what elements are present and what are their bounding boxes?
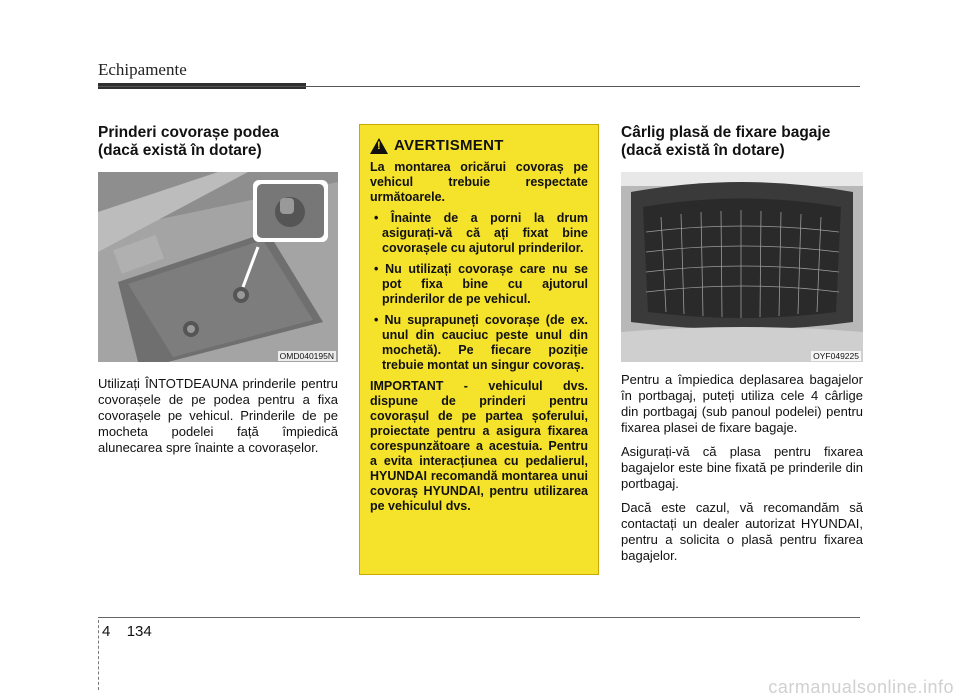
cargo-net-text xyxy=(621,372,863,564)
floor-mat-illustration xyxy=(98,172,338,362)
warning-box xyxy=(359,124,599,575)
page-number xyxy=(102,623,152,640)
cargo-net-title-line2: (dacă există în dotare) xyxy=(621,142,785,159)
cargo-net-paragraph: Dacă este cazul, vă recomandăm să contactați un dealer autorizat HYUNDAI, pentru a solicita o plasă pentru fixarea bagajelor. xyxy=(621,500,863,563)
floor-mat-paragraph: Utilizați ÎNTOTDEAUNA prinderile pentru covorașele de pe podea pentru a fixa covorașele pe vehicul. Prinderile de pe mocheta podelei față împiedică alunecarea spre înainte a covorașelor. xyxy=(98,376,338,455)
footer-divider xyxy=(98,620,99,690)
floor-mat-title-line2: (dacă există în dotare) xyxy=(98,142,262,159)
cargo-net-paragraph: Pentru a împiedica deplasarea bagajelor în portbagaj, puteți utiliza cele 4 cârlige din portbagaj (sub panoul podelei) pentru fixarea plasei de fixare bagaje. xyxy=(621,372,863,435)
floor-mat-title-line1: Prinderi covorașe podea xyxy=(98,124,279,141)
cargo-net-section-title xyxy=(621,124,863,160)
cargo-net-illustration xyxy=(621,172,863,362)
warning-header xyxy=(370,137,588,154)
warning-important: IMPORTANT - vehiculul dvs. dispune de prinderi pentru covorașul de pe partea șoferului, proiectate pentru a asigura fixarea corespunzătoare a acestuia. Pentru a evita interacțiunea cu pedalierul, HYUNDAI recomandă montarea unui covoraș HYUNDAI, pentru utilizarea pe vehiculul dvs. xyxy=(370,379,588,513)
cargo-net-figure-code: OYF049225 xyxy=(813,351,859,361)
cargo-net-photo xyxy=(621,172,863,362)
cargo-net-paragraph: Asigurați-vă că plasa pentru fixarea bagajelor este bine fixată pe prinderile din portbagaj. xyxy=(621,444,863,491)
header-rule xyxy=(98,86,860,87)
right-column xyxy=(621,124,863,572)
floor-mat-photo xyxy=(98,172,338,362)
warning-title: AVERTISMENT xyxy=(394,137,504,154)
warning-bullet-list xyxy=(370,211,588,373)
page-number-value: 134 xyxy=(126,623,152,640)
warning-triangle-icon xyxy=(370,138,388,154)
warning-intro: La montarea oricărui covoraș pe vehicul trebuie respectate următoarele. xyxy=(370,160,588,204)
floor-mat-section-title xyxy=(98,124,338,160)
warning-bullet: • Nu suprapuneți covorașe (de ex. unul din cauciuc peste unul din mochetă). Pe fiecare poziție trebuie montat un singur covoraș. xyxy=(370,313,588,373)
cargo-net-title-line1: Cârlig plasă de fixare bagaje xyxy=(621,124,831,141)
watermark: carmanualsonline.info xyxy=(768,677,954,697)
left-column xyxy=(98,124,338,464)
floor-mat-figure-code: OMD040195N xyxy=(279,351,334,361)
footer-rule xyxy=(98,617,860,618)
section-number: 4 xyxy=(102,623,111,640)
warning-bullet: • Nu utilizați covorașe care nu se pot fixa bine cu ajutorul prinderilor de pe vehicul. xyxy=(370,262,588,307)
page-header-title: Echipamente xyxy=(98,60,187,79)
warning-bullet: • Înainte de a porni la drum asigurați-vă că ați fixat bine covorașele cu ajutorul prinderilor. xyxy=(370,211,588,256)
